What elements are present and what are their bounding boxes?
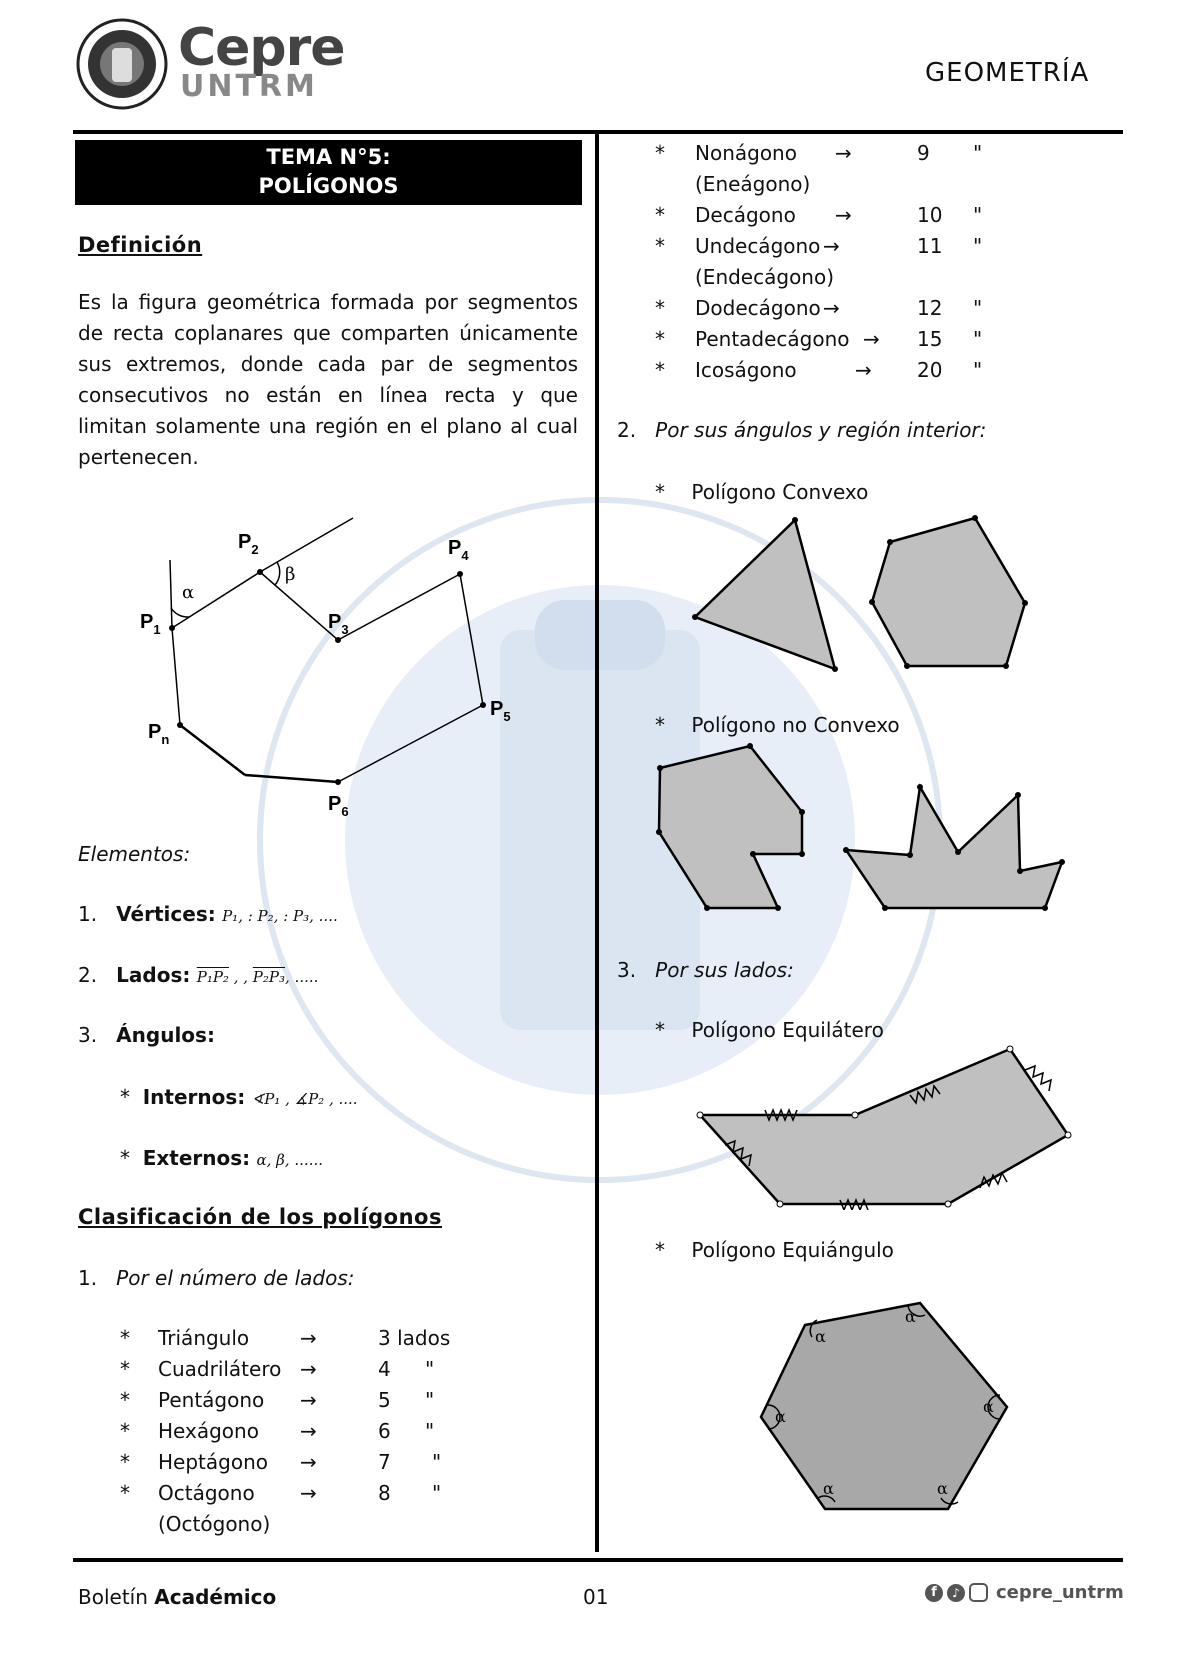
list-item-alt: (Endecágono) — [695, 265, 835, 289]
list-item: * Triángulo → 3 lados — [120, 1326, 451, 1350]
side-a-pn — [180, 725, 245, 775]
element-internos: * Internos: ∢P₁ , ∡P₂ , .... — [120, 1085, 358, 1109]
right-sides-list — [655, 138, 995, 386]
non-convex-polygon-1 — [659, 746, 802, 908]
label-p3: $P_3$ — [328, 611, 349, 637]
vertex-dot — [692, 614, 698, 620]
vertex-dot — [1007, 1046, 1013, 1052]
side-p3-p4 — [338, 574, 460, 640]
list-item: * Pentágono → 5 " — [120, 1388, 435, 1412]
element-angulos: 3. Ángulos: — [78, 1023, 215, 1047]
vertex-dot — [1059, 859, 1065, 865]
list-item-alt: (Octógono) — [158, 1512, 271, 1536]
non-convex-polygon-2 — [846, 787, 1062, 908]
side-p6-a — [245, 775, 338, 782]
topic-banner — [75, 140, 582, 205]
vertex-p4 — [457, 571, 463, 577]
topic-number: TEMA N°5: — [266, 145, 391, 169]
vertex-dot — [907, 852, 913, 858]
element-externos: * Externos: α, β, ...... — [120, 1146, 323, 1170]
label-p4: $P_4$ — [448, 537, 469, 563]
vertex-p1 — [169, 625, 175, 631]
vertex-dot — [1015, 792, 1021, 798]
elements-heading: Elementos: — [78, 842, 191, 866]
list-item: * Icoságono → 20 " — [655, 358, 983, 382]
angle-label: α — [823, 1479, 834, 1498]
vertex-dot — [832, 666, 838, 672]
instagram-icon[interactable] — [969, 1583, 988, 1602]
vertex-dot — [750, 851, 756, 857]
vertex-dot — [843, 847, 849, 853]
vertex-dot — [904, 663, 910, 669]
label-p6: $P_6$ — [328, 793, 349, 819]
convex-hexagon — [872, 518, 1025, 666]
angle-label: α — [775, 1407, 786, 1426]
vertex-dot — [1022, 600, 1028, 606]
equiangular-hexagon — [761, 1303, 1007, 1509]
list-item: * Cuadrilátero → 4 " — [120, 1357, 435, 1381]
vertex-dot — [656, 829, 662, 835]
vertex-p2 — [257, 569, 263, 575]
label-p2: $P_2$ — [238, 531, 259, 557]
section3-heading: 3. Por sus lados: — [617, 958, 794, 982]
angle-arc-beta — [275, 562, 280, 585]
vertex-dot — [1042, 905, 1048, 911]
equiangular-polygon-figure — [755, 1292, 1025, 1522]
vertex-dot — [955, 849, 961, 855]
vertex-dot — [882, 905, 888, 911]
vertex-p5 — [480, 702, 486, 708]
equilateral-label: * Polígono Equilátero — [655, 1018, 884, 1042]
vertex-dot — [799, 851, 805, 857]
element-vertices: 1. Vértices: P₁, : P₂, : P₃, .... — [78, 902, 338, 926]
side-p5-p6 — [338, 705, 483, 782]
list-item: * Dodecágono → 12 " — [655, 296, 983, 320]
list-item: * Decágono → 10 " — [655, 203, 983, 227]
label-pn: $P_n$ — [148, 721, 170, 747]
social-links — [925, 1582, 1124, 1603]
vertex-dot — [799, 809, 805, 815]
non-convex-label: * Polígono no Convexo — [655, 713, 900, 737]
vertex-dot — [777, 1201, 783, 1207]
vertex-dot — [704, 905, 710, 911]
angle-label: α — [905, 1307, 916, 1326]
list-item: * Heptágono → 7 " — [120, 1450, 442, 1474]
vertex-dot — [869, 599, 875, 605]
vertex-dot — [1065, 1132, 1071, 1138]
vertex-pn — [177, 722, 183, 728]
footer-rule — [73, 1558, 1123, 1562]
facebook-icon[interactable]: f — [925, 1584, 943, 1602]
footer-bulletin: Boletín Académico — [78, 1585, 277, 1609]
convex-triangle — [695, 520, 835, 669]
list-item: * Nonágono → 9 " — [655, 141, 983, 165]
vertex-dot — [747, 743, 753, 749]
vertex-p3 — [335, 637, 341, 643]
definition-heading: Definición — [78, 233, 203, 257]
page-number: 01 — [583, 1585, 609, 1609]
list-item: * Undecágono → 11 " — [655, 234, 983, 258]
vertex-dot — [945, 1201, 951, 1207]
tiktok-icon[interactable]: ♪ — [947, 1584, 965, 1602]
classification-heading: Clasificación de los polígonos — [78, 1205, 442, 1229]
brand-subtitle: UNTRM — [180, 69, 318, 104]
vertex-dot — [792, 517, 798, 523]
university-seal-logo — [76, 18, 168, 110]
section2-heading: 2. Por sus ángulos y región interior: — [617, 418, 987, 442]
list-item-alt: (Eneágono) — [695, 172, 811, 196]
column-divider — [595, 134, 599, 1552]
non-convex-polygons-figure — [650, 740, 1080, 920]
list-item: * Octágono → 8 " — [120, 1481, 442, 1505]
social-handle[interactable]: cepre_untrm — [996, 1582, 1124, 1603]
extension-line-p1 — [170, 560, 172, 628]
element-lados: 2. Lados: P₁P₂ , , P₂P₃, ..... — [78, 963, 319, 987]
vertex-dot — [1017, 868, 1023, 874]
vertex-dot — [1003, 663, 1009, 669]
angle-label: α — [815, 1327, 826, 1346]
extension-line-p2 — [260, 518, 353, 572]
side-p2-p3 — [260, 572, 338, 640]
side-p4-p5 — [460, 574, 483, 705]
list-item: * Hexágono → 6 " — [120, 1419, 435, 1443]
label-alpha: α — [182, 582, 195, 603]
vertex-dot — [697, 1112, 703, 1118]
vertex-dot — [657, 765, 663, 771]
side-pn-p1 — [172, 628, 180, 725]
angle-label: α — [983, 1397, 994, 1416]
label-beta: β — [285, 564, 296, 585]
label-p1: $P_1$ — [140, 611, 161, 637]
vertex-dot — [852, 1112, 858, 1118]
definition-text: Es la figura geométrica formada por segmentos de recta coplanares que comparten únicamente sus extremos, donde cada par de segmentos consecutivos no están en línea recta y que limitan solamente una región en el plano al cual pertenecen. — [78, 290, 578, 469]
label-p5: $P_5$ — [490, 698, 511, 724]
angle-arc-alpha — [171, 608, 189, 617]
subject-title: GEOMETRÍA — [925, 58, 1090, 88]
vertex-dot — [917, 784, 923, 790]
left-sides-list — [120, 1323, 480, 1540]
convex-label: * Polígono Convexo — [655, 480, 869, 504]
vertex-dot — [972, 515, 978, 521]
polygon-definition-figure — [130, 510, 530, 840]
equilateral-polygon — [700, 1049, 1068, 1204]
equilateral-polygon-figure — [690, 1040, 1090, 1210]
topic-title: POLÍGONOS — [258, 174, 399, 198]
vertex-dot — [887, 539, 893, 545]
brand-title: Cepre — [178, 18, 345, 78]
angle-label: α — [937, 1479, 948, 1498]
vertex-dot — [775, 905, 781, 911]
vertex-p6 — [335, 779, 341, 785]
equiangular-label: * Polígono Equiángulo — [655, 1238, 894, 1262]
section1-heading: 1. Por el número de lados: — [78, 1266, 355, 1290]
list-item: * Pentadecágono → 15 " — [655, 327, 983, 351]
convex-polygons-figure — [690, 515, 1060, 685]
